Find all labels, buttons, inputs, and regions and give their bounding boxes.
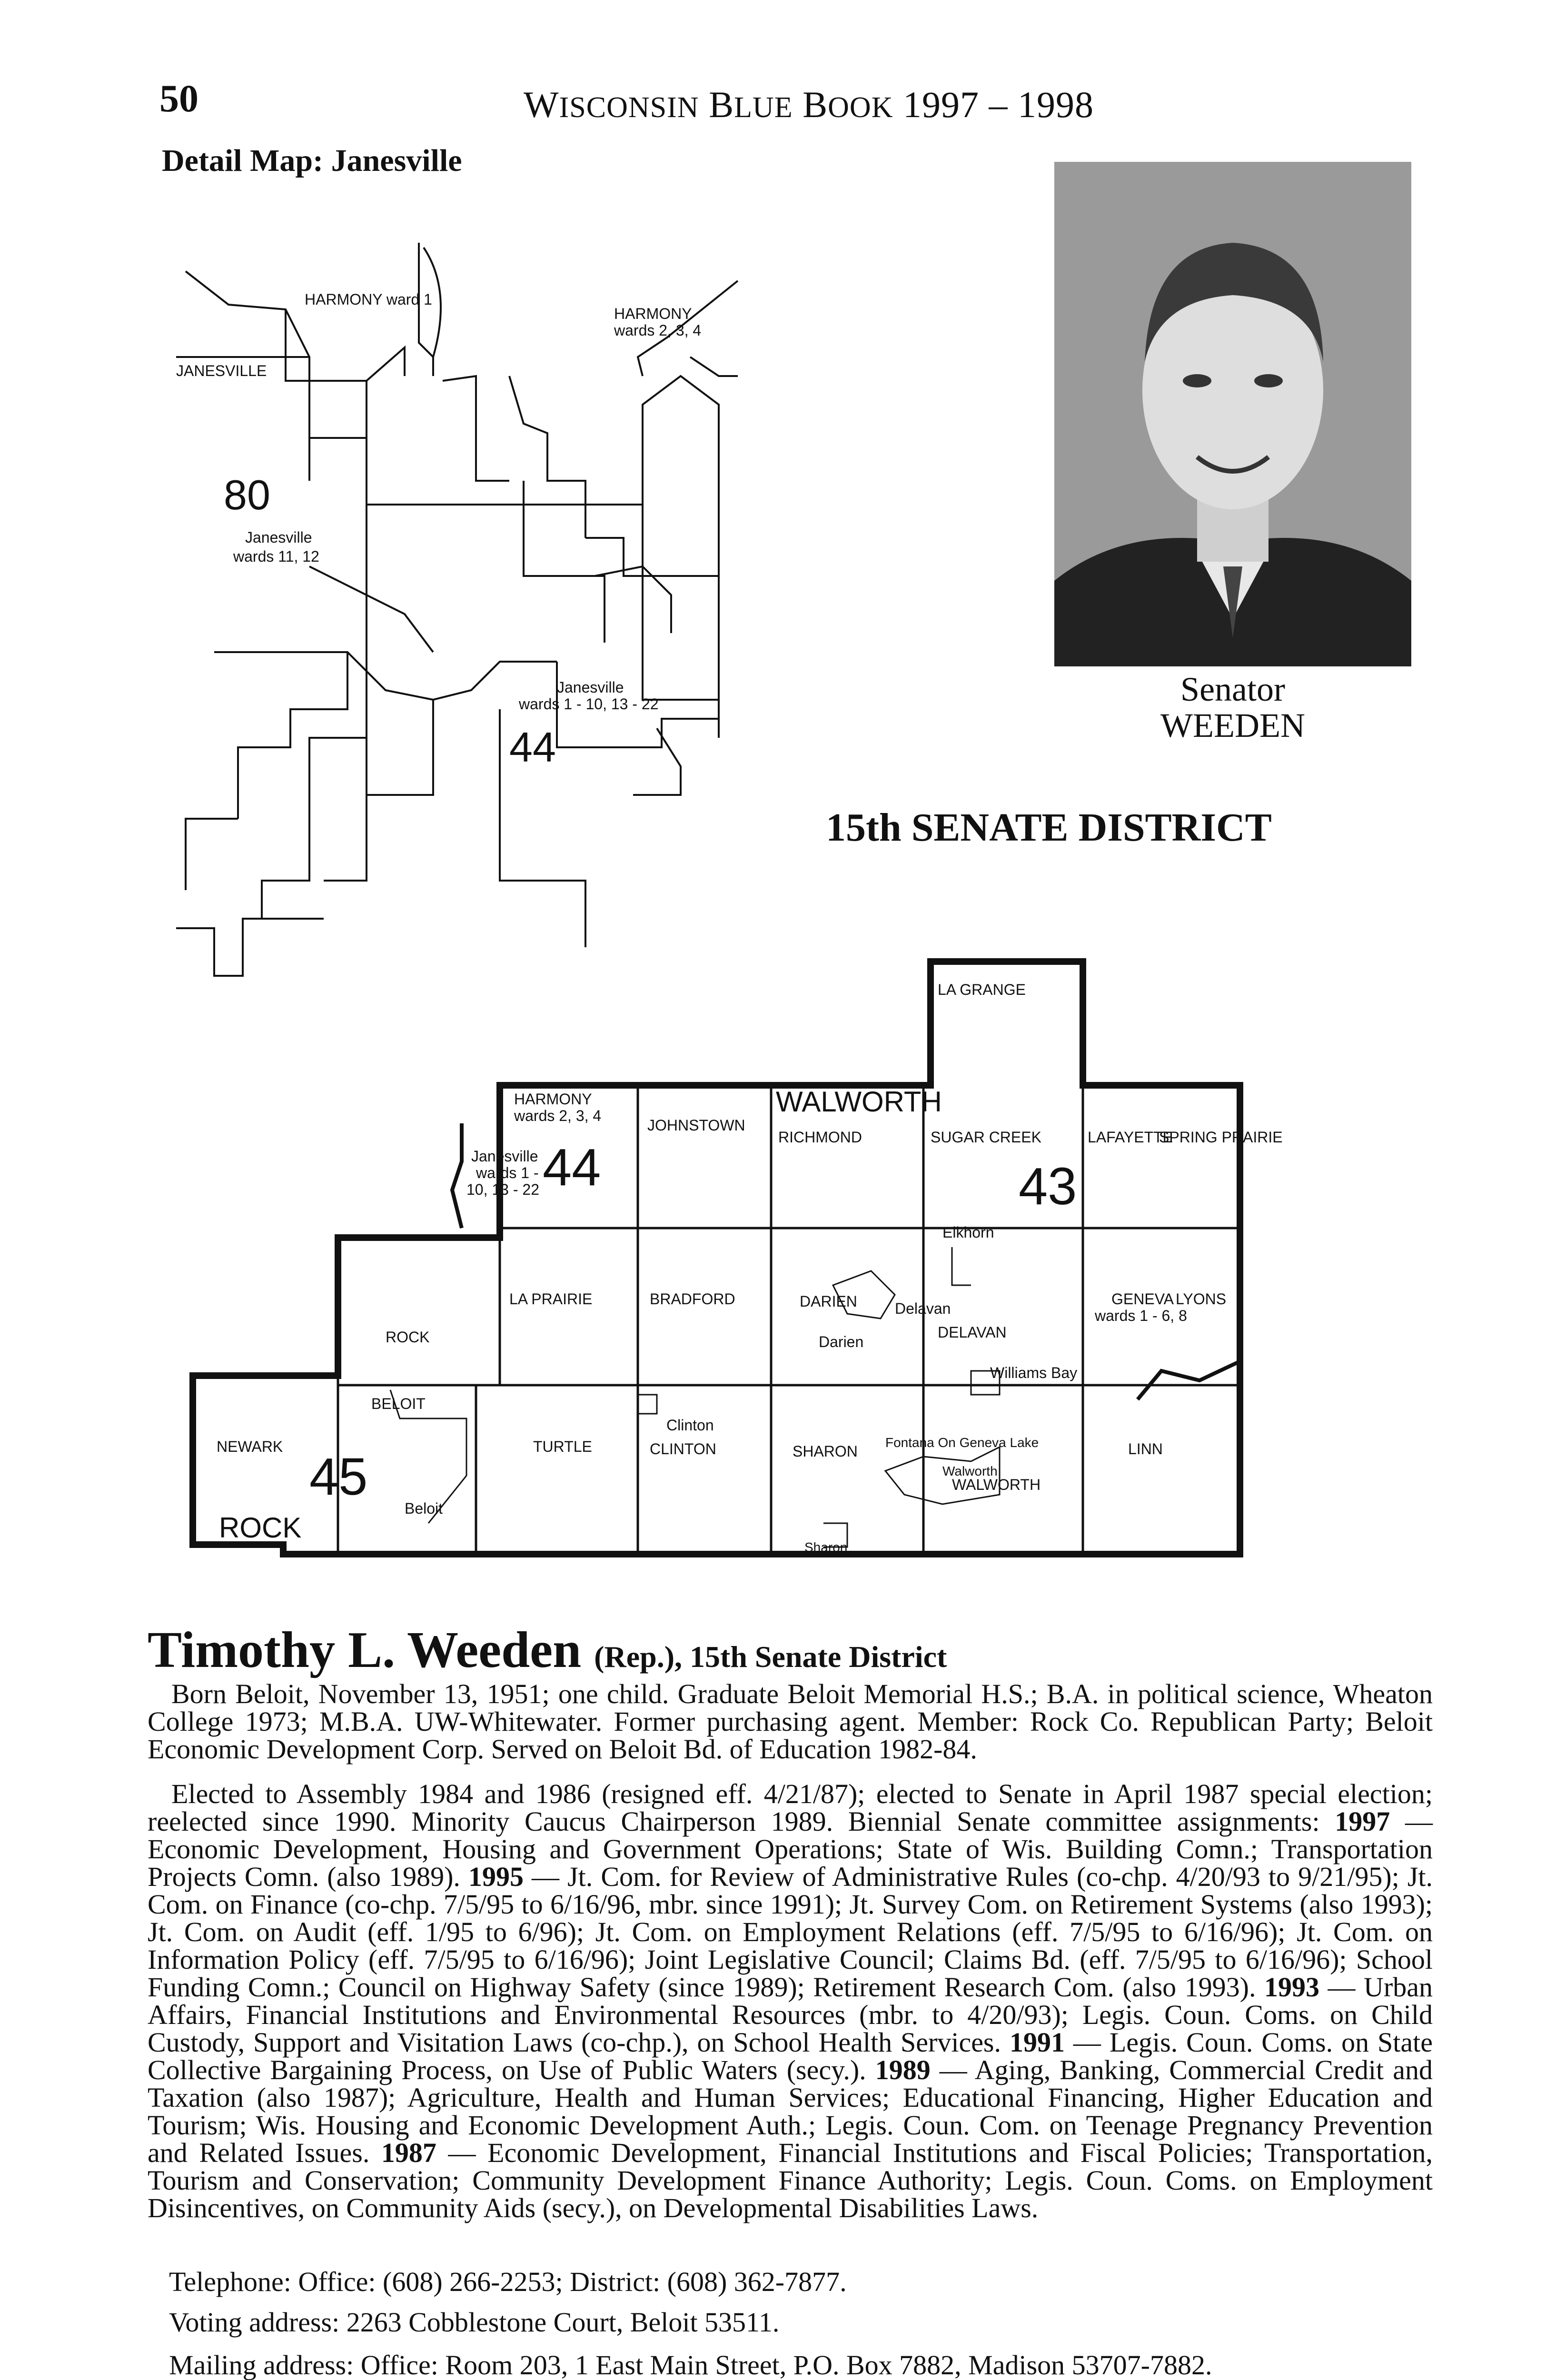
bio-paragraph-1: Born Beloit, November 13, 1951; one child. Graduate Beloit Memorial H.S.; B.A. in political science, Wheaton College 1973; M.B.A. UW-Whitewater. Former purchasing agent. Member: Rock Co. Republican Party; Beloit Economic Development Corp. Served on Beloit Bd. of Education 1982-84. (148, 1678, 1433, 1765)
label-la-grange: LA GRANGE (938, 981, 1026, 998)
district-map (181, 942, 1283, 1571)
bio-telephone: Telephone: Office: (608) 266-2253; District: (608) 362-7877. (169, 2266, 847, 2297)
svg-text:LA PRAIRIE: LA PRAIRIE (509, 1290, 593, 1308)
svg-text:Walworth: Walworth (942, 1464, 998, 1478)
svg-text:NEWARK: NEWARK (217, 1438, 283, 1455)
senator-photo (1054, 162, 1411, 666)
label-walworth-county: WALWORTH (776, 1086, 942, 1118)
senator-caption: Senator WEEDEN (1160, 670, 1305, 744)
running-title: WISCONSIN BLUE BOOK 1997 – 1998 (524, 84, 1094, 125)
senator-name: Timothy L. Weeden (Rep.), 15th Senate District (148, 1622, 947, 1678)
svg-text:Clinton: Clinton (666, 1417, 714, 1434)
svg-text:CLINTON: CLINTON (650, 1440, 716, 1458)
svg-text:Elkhorn: Elkhorn (942, 1224, 994, 1241)
label-district-80: 80 (224, 471, 270, 518)
svg-text:Fontana On Geneva Lake: Fontana On Geneva Lake (885, 1435, 1039, 1450)
svg-text:RICHMOND: RICHMOND (778, 1129, 862, 1146)
label-rock-county: ROCK (219, 1512, 302, 1544)
svg-text:DELAVAN: DELAVAN (938, 1324, 1007, 1341)
svg-text:Williams Bay: Williams Bay (990, 1364, 1078, 1381)
svg-text:SUGAR CREEK: SUGAR CREEK (931, 1129, 1041, 1146)
svg-text:Sharon: Sharon (804, 1540, 848, 1555)
svg-text:Delavan: Delavan (895, 1300, 951, 1317)
label-district-44-b: 44 (543, 1138, 601, 1197)
bio-voting-address: Voting address: 2263 Cobblestone Court, Beloit 53511. (169, 2307, 780, 2338)
bio-mailing-address: Mailing address: Office: Room 203, 1 East Main Street, P.O. Box 7882, Madison 53707-7882. (169, 2350, 1212, 2380)
svg-text:BRADFORD: BRADFORD (650, 1290, 735, 1308)
svg-text:wards 2, 3, 4: wards 2, 3, 4 (514, 1107, 602, 1124)
label-johnstown: JOHNSTOWN (647, 1117, 745, 1134)
svg-text:Janesville: Janesville (471, 1148, 538, 1165)
detail-map-janesville (167, 233, 833, 1042)
label-harmony-wards: HARMONY (614, 305, 692, 322)
bio-paragraph-2: Elected to Assembly 1984 and 1986 (resigned eff. 4/21/87); elected to Senate in April 1987 special election; reelected since 1990. Minority Caucus Chairperson 1989. Biennial Senate committee assignments: 1997 — Economic Development, Housing and Government Operations; State of Wis. Building Comn.; Transportation Projects Comn. (also 1989). 1995 — Jt. Com. for Review of Administrative Rules (co-chp. 4/20/93 to 9/21/95); Jt. Com. on Finance (co-chp. 7/5/95 to 6/16/96, mbr. since 1991); Jt. Survey Com. on Retirement Systems (also 1993); Jt. Com. on Audit (eff. 1/95 to 6/96); Jt. Com. on Employment Relations (eff. 7/5/95 to 6/16/96); Jt. Com. on Information Policy (eff. 7/5/95 to 6/16/96); Joint Legislative Council; Claims Bd. (eff. 7/5/95 to 6/16/96); School Funding Comn.; Council on Highway Safety (since 1989); Retirement Research Com. (also 1993). 1993 — Urban Affairs, Financial Institutions and Environmental Resources (mbr. to 4/20/93); Legis. Coun. Coms. on Child Custody, Support and Visitation Laws (co-chp.), on School Health Services. 1991 — Legis. Coun. Coms. on State Collective Bargaining Process, on Use of Public Waters (secy.). 1989 — Aging, Banking, Commercial Credit and Taxation (also 1987); Agriculture, Health and Human Services; Educational Financing, Higher Education and Tourism; Wis. Housing and Economic Development Auth.; Legis. Coun. Com. on Teenage Pregnancy Prevention and Related Issues. 1987 — Economic Development, Financial Institutions and Fiscal Policies; Transportation, Tourism and Conservation; Community Development Finance Authority; Legis. Coun. Coms. on Employment Disincentives, on Community Aids (secy.), on Developmental Disabilities Laws. (148, 1778, 1433, 2223)
label-district-45: 45 (309, 1448, 368, 1506)
detail-map-caption: Detail Map: Janesville (162, 143, 462, 178)
svg-text:Janesville: Janesville (245, 529, 312, 546)
svg-text:HARMONY: HARMONY (514, 1091, 592, 1108)
svg-text:LINN: LINN (1128, 1440, 1163, 1458)
svg-text:GENEVA: GENEVA (1111, 1290, 1174, 1308)
label-janesville-main: Janesville (557, 679, 624, 696)
svg-text:10, 13 - 22: 10, 13 - 22 (466, 1181, 539, 1198)
svg-text:Darien: Darien (819, 1333, 864, 1350)
svg-text:wards 1 - 10, 13 - 22: wards 1 - 10, 13 - 22 (519, 695, 659, 713)
district-title: 15th SENATE DISTRICT (826, 805, 1272, 850)
svg-text:wards 1 - 6, 8: wards 1 - 6, 8 (1095, 1307, 1187, 1324)
label-district-43: 43 (1019, 1157, 1077, 1216)
svg-text:LYONS: LYONS (1176, 1290, 1227, 1308)
svg-text:WALWORTH: WALWORTH (952, 1476, 1041, 1493)
svg-text:SHARON: SHARON (793, 1443, 858, 1460)
svg-text:wards 1 -: wards 1 - (476, 1164, 539, 1181)
label-harmony-ward1: HARMONY ward 1 (305, 291, 432, 308)
label-janesville-city: JANESVILLE (176, 362, 267, 379)
svg-text:SPRING PRAIRIE: SPRING PRAIRIE (1159, 1129, 1283, 1146)
portrait-photo-icon (1054, 162, 1411, 666)
svg-text:DARIEN: DARIEN (800, 1293, 857, 1310)
svg-text:Beloit: Beloit (405, 1500, 443, 1517)
svg-text:wards 2, 3, 4: wards 2, 3, 4 (614, 322, 702, 339)
svg-text:LAFAYETTE: LAFAYETTE (1088, 1129, 1173, 1146)
page-number: 50 (159, 77, 198, 120)
label-district-44: 44 (509, 724, 556, 771)
svg-text:ROCK: ROCK (386, 1329, 430, 1346)
svg-text:wards 11, 12: wards 11, 12 (233, 548, 319, 565)
svg-text:BELOIT: BELOIT (371, 1395, 426, 1412)
svg-text:TURTLE: TURTLE (533, 1438, 592, 1455)
